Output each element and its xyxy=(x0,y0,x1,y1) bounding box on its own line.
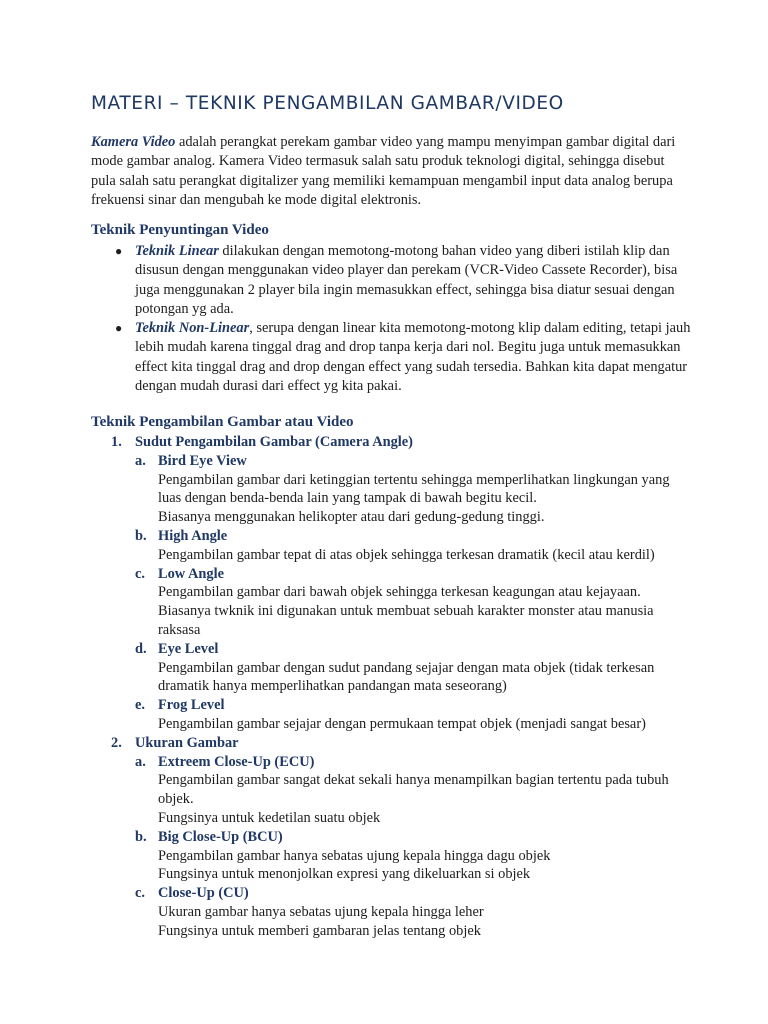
list-item-level2: a. Bird Eye View xyxy=(135,452,247,469)
list-item-level2: e. Frog Level xyxy=(135,697,225,714)
list-item-level2: b. Big Close-Up (BCU) xyxy=(135,828,283,845)
item-description: Ukuran gambar hanya sebatas ujung kepala hingga leher xyxy=(158,903,484,920)
item-description: Pengambilan gambar dari bawah objek sehingga terkesan keagungan atau kejayaan. xyxy=(158,584,641,601)
section-heading-pengambilan: Teknik Pengambilan Gambar atau Video xyxy=(91,414,354,430)
bullet-list-penyuntingan xyxy=(91,242,691,396)
item-description: Fungsinya untuk menonjolkan expresi yang dikeluarkan si objek xyxy=(158,866,531,883)
bullet-item xyxy=(91,242,691,319)
item-description: Biasanya menggunakan helikopter atau dari gedung-gedung tinggi. xyxy=(158,509,545,526)
list-item-level2: d. Eye Level xyxy=(135,640,219,657)
bullet-dot-icon: ● xyxy=(115,244,123,258)
list-item-level2: b. High Angle xyxy=(135,527,228,544)
item-description: Pengambilan gambar sangat dekat sekali hanya menampilkan bagian tertentu pada tubuh objek. xyxy=(158,772,669,808)
item-description: Fungsinya untuk memberi gambaran jelas tentang objek xyxy=(158,922,481,939)
bullet-dot-icon: ● xyxy=(115,321,123,336)
section-heading-penyuntingan: Teknik Penyuntingan Video xyxy=(91,222,269,238)
item-description: Pengambilan gambar dari ketinggian tertentu sehingga memperlihatkan lingkungan yang luas dengan benda-benda lain yang tampak di bawah begitu kecil. xyxy=(158,471,670,507)
item-description: Fungsinya untuk kedetilan suatu objek xyxy=(158,809,381,826)
intro-text: adalah perangkat perekam gambar video yang mampu menyimpan gambar digital dari mode gambar analog. Kamera Video termasuk salah satu produk teknologi digital, sehingga disebut pula salah satu perangkat digitalizer yang memiliki kemampuan mengambil input data analog berupa frekuensi sinar dan mengubah ke mode digital elektronis. xyxy=(91,134,676,208)
bullet-text: dilakukan dengan memotong-motong bahan video yang diberi istilah klip dan disusun dengan menggunakan video player dan perekam (VCR-Video Cassete Recorder), bisa juga menggunakan 2 player bila ingin memasukkan effect, sehingga bisa diatur sesuai dengan potongan yg ada. xyxy=(135,243,678,317)
item-description: Pengambilan gambar sejajar dengan permukaan tempat objek (menjadi sangat besar) xyxy=(158,715,646,732)
intro-term: Kamera Video xyxy=(91,134,176,150)
list-item-level2: a. Extreem Close-Up (ECU) xyxy=(135,753,315,770)
item-description: Biasanya twknik ini digunakan untuk membuat sebuah karakter monster atau manusia raksasa xyxy=(158,603,654,638)
list-item-level2: c. Low Angle xyxy=(135,565,224,582)
list-item-level1: 1. Sudut Pengambilan Gambar (Camera Angle) xyxy=(111,434,413,450)
bullet-text: , serupa dengan linear kita memotong-motong klip dalam editing, tetapi jauh lebih mudah karena tinggal drag and drop tanpa kerja dari nol. Begitu juga untuk memasukkan effect kita tinggal drag and drop dengan effect yang sudah tersedia. Bahkan kita dapat mengatur dengan mudah durasi dari effect yg kita pakai. xyxy=(135,320,691,395)
bullet-term: Teknik Linear xyxy=(135,243,219,259)
numbered-list-pengambilan xyxy=(91,433,691,941)
list-item-level2: c. Close-Up (CU) xyxy=(135,885,249,902)
bullet-term: Teknik Non-Linear xyxy=(135,320,250,337)
document-title: MATERI – TEKNIK PENGAMBILAN GAMBAR/VIDEO xyxy=(91,93,564,114)
intro-paragraph xyxy=(91,133,691,210)
item-description: Pengambilan gambar tepat di atas objek sehingga terkesan dramatik (kecil atau kerdil) xyxy=(158,546,655,563)
bullet-item xyxy=(91,319,691,396)
list-item-level1: 2. Ukuran Gambar xyxy=(111,734,239,751)
item-description: Pengambilan gambar dengan sudut pandang sejajar dengan mata objek (tidak terkesan dramatik hanya memperlihatkan pandangan mata seseorang) xyxy=(158,659,655,695)
item-description: Pengambilan gambar hanya sebatas ujung kepala hingga dagu objek xyxy=(158,847,551,864)
